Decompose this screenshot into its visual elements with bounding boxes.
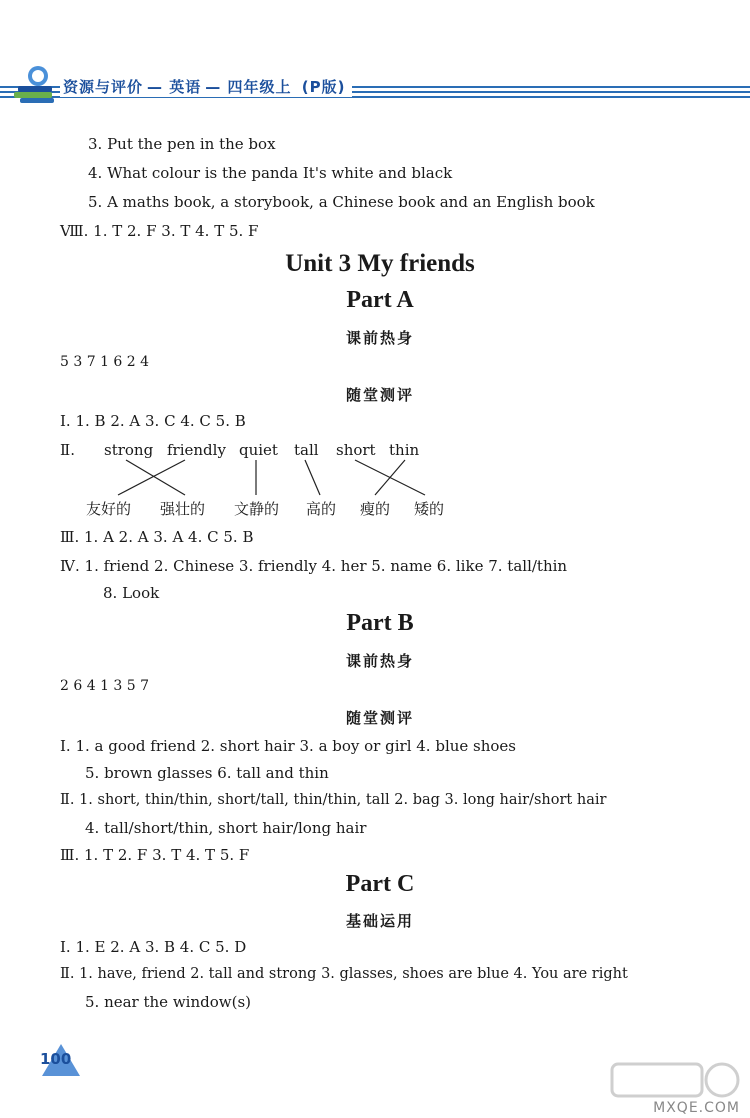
- match-english-word: tall: [294, 441, 319, 459]
- subject: 英语: [169, 78, 202, 96]
- edition: (P版): [301, 78, 346, 96]
- match-english-word: quiet: [239, 441, 278, 459]
- part-a-test-heading: 随堂测评: [345, 386, 414, 404]
- part-a-warmup-heading: 课前热身: [345, 329, 414, 347]
- part-c-basic-heading: 基础运用: [345, 912, 414, 930]
- unit-title: Unit 3 My friends: [285, 250, 475, 277]
- part-c-q2-cont: 5. near the window(s): [85, 993, 252, 1011]
- match-chinese-word: 友好的: [86, 500, 132, 518]
- match-chinese-word: 文静的: [234, 500, 280, 518]
- match-english-word: friendly: [167, 441, 226, 459]
- match-english-word: strong: [104, 441, 154, 459]
- match-chinese-word: 强壮的: [160, 500, 206, 518]
- part-b-q2-cont: 4. tall/short/thin, short hair/long hair: [85, 819, 367, 837]
- answer-line: Ⅷ. 1. T 2. F 3. T 4. T 5. F: [60, 222, 259, 240]
- part-b-q3: Ⅲ. 1. T 2. F 3. T 4. T 5. F: [60, 846, 250, 864]
- match-chinese-word: 矮的: [414, 500, 445, 518]
- part-a-q4: Ⅳ. 1. friend 2. Chinese 3. friendly 4. her 5. name 6. like 7. tall/thin: [60, 557, 568, 575]
- grade: 四年级上: [227, 78, 292, 96]
- part-a-q4-cont: 8. Look: [103, 584, 160, 602]
- page-number-badge: [38, 1040, 84, 1080]
- answer-line: 4. What colour is the panda It's white and black: [88, 164, 453, 182]
- part-b-q2: Ⅱ. 1. short, thin/thin, short/tall, thin/thin, tall 2. bag 3. long hair/short hair: [60, 792, 607, 808]
- part-a-warmup-answer: 5 3 7 1 6 2 4: [60, 354, 150, 370]
- part-a-q2-label: Ⅱ.: [60, 441, 75, 459]
- part-b-q1-cont: 5. brown glasses 6. tall and thin: [85, 764, 329, 782]
- header-title: 资源与评价 — 英语 — 四年级上 (P版): [60, 76, 352, 97]
- part-c-title: Part C: [345, 871, 415, 897]
- part-a-title: Part A: [346, 287, 414, 313]
- books-logo-icon: [8, 62, 58, 106]
- watermark-text: MXQE.COM: [653, 1100, 740, 1116]
- part-b-title: Part B: [346, 610, 414, 636]
- match-english-word: short: [336, 441, 376, 459]
- book-title: 资源与评价: [63, 78, 144, 96]
- part-b-q1: Ⅰ. 1. a good friend 2. short hair 3. a boy or girl 4. blue shoes: [60, 737, 517, 755]
- answer-line: 5. A maths book, a storybook, a Chinese book and an English book: [88, 193, 595, 211]
- part-a-q3: Ⅲ. 1. A 2. A 3. A 4. C 5. B: [60, 528, 254, 546]
- match-english-word: thin: [389, 441, 420, 459]
- page-header: [0, 56, 750, 116]
- page-number: 100: [40, 1050, 72, 1068]
- part-b-warmup-heading: 课前热身: [345, 652, 414, 670]
- part-a-q1: Ⅰ. 1. B 2. A 3. C 4. C 5. B: [60, 412, 246, 430]
- match-chinese-word: 高的: [306, 500, 337, 518]
- part-c-q1: Ⅰ. 1. E 2. A 3. B 4. C 5. D: [60, 938, 247, 956]
- part-b-warmup-answer: 2 6 4 1 3 5 7: [60, 678, 150, 694]
- answer-line: 3. Put the pen in the box: [88, 135, 276, 153]
- part-b-test-heading: 随堂测评: [345, 709, 414, 727]
- match-chinese-word: 瘦的: [360, 500, 391, 518]
- part-c-q2: Ⅱ. 1. have, friend 2. tall and strong 3. glasses, shoes are blue 4. You are right: [60, 966, 628, 982]
